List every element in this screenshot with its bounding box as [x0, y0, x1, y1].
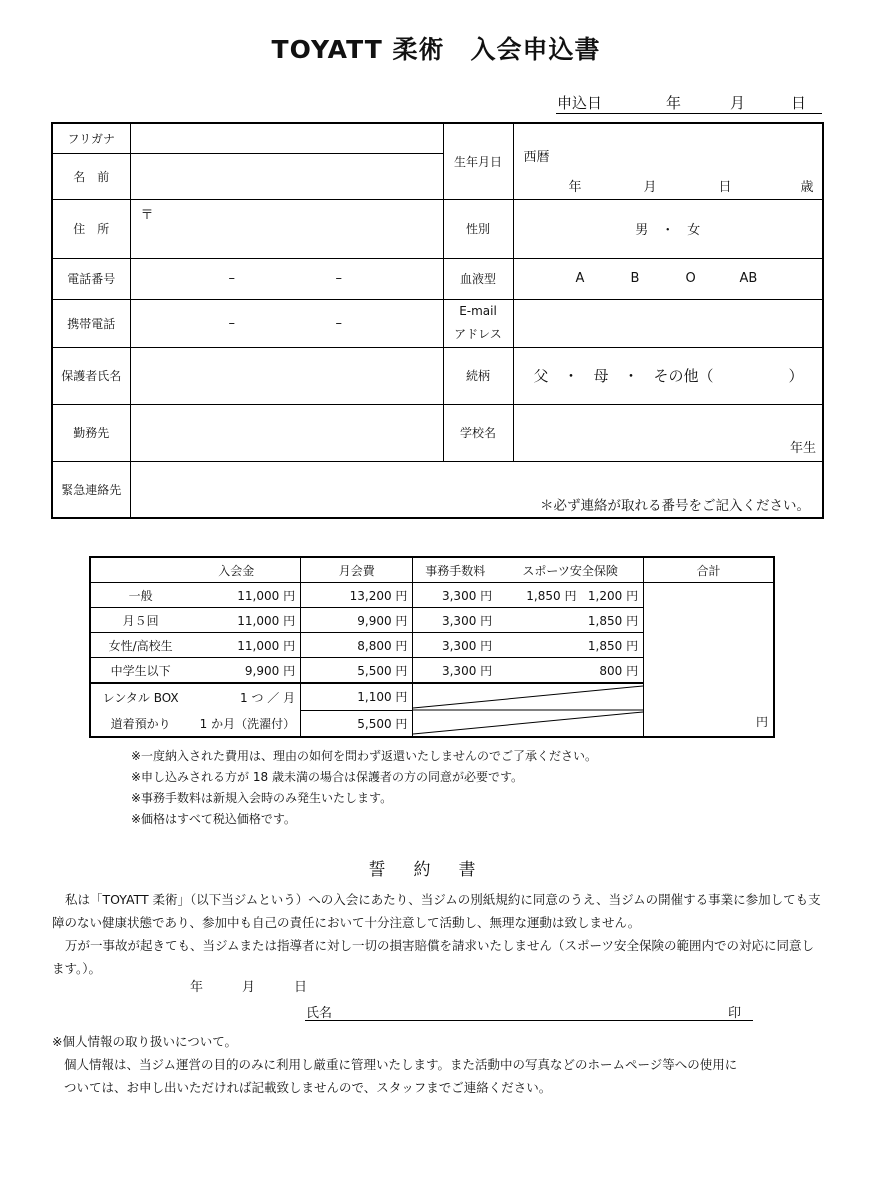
guardian-label: 保護者氏名 [52, 347, 130, 404]
address-label: 住 所 [52, 199, 130, 258]
pledge-day: 日 [294, 980, 308, 995]
blood-ab[interactable]: AB [739, 270, 758, 286]
pledge-paragraph-1: 私は「TOYATT 柔術」（以下当ジムという）への入会にあたり、当ジムの別紙規約に同意のうえ、当ジムの開催する事業に参加しても支障のない健康状態であり、参加中も自己の責任において十分注意して活動し、無理な運動は致しません。 [52, 892, 821, 930]
seal-label: 印 [727, 1006, 741, 1021]
email-label-line2: アドレス [454, 327, 502, 341]
emergency-note: ＊必ず連絡が取れる番号をご記入ください。 [540, 497, 810, 514]
privacy-line-2: ついては、お申し出いただければ記載致しませんので、スタッフまでご連絡ください。 [64, 1080, 552, 1095]
work-label: 勤務先 [52, 404, 130, 461]
gender-options[interactable]: 男 ・ 女 [513, 199, 823, 258]
email-label-line1: E-mail [459, 304, 497, 318]
fee-notes [131, 746, 597, 830]
school-field[interactable] [513, 404, 823, 461]
extra-row-unit: 1 つ ／ 月 [190, 683, 300, 710]
total-field[interactable] [644, 583, 774, 738]
note: ※価格はすべて税込価格です。 [131, 812, 296, 826]
fee-row-monthly: 8,800 円 [301, 633, 413, 658]
pledge-title: 誓約書 [368, 860, 504, 880]
fee-header-admin: 事務手数料 [413, 557, 497, 583]
pledge-paragraph-2: 万が一事故が起きても、当ジムまたは指導者に対し一切の損害賠償を請求いたしません（スポーツ安全保険の範囲内での対応に同意します。）。 [52, 938, 815, 976]
fee-row-insurance: 1,850 円 [497, 608, 643, 633]
application-date-label: 申込日 [557, 94, 603, 112]
emergency-field[interactable] [130, 461, 823, 518]
fee-row-admin: 3,300 円 [413, 608, 497, 633]
work-field[interactable] [130, 404, 443, 461]
phone-dash-2: – [335, 270, 342, 286]
age-label: 歳 [800, 180, 814, 195]
email-label [443, 299, 513, 347]
phone-field[interactable] [130, 258, 443, 299]
application-date[interactable] [556, 91, 822, 114]
extra-row-unit: 1 か月（洗濯付） [190, 710, 300, 737]
birth-day-label: 日 [718, 180, 732, 195]
birth-month-label: 月 [643, 180, 657, 195]
fee-row-name: 一般 [90, 583, 190, 608]
fee-header-insurance: スポーツ安全保険 [497, 557, 643, 583]
fee-table [89, 556, 775, 738]
fee-row-admin: 3,300 円 [413, 583, 497, 608]
name-label: 名 前 [52, 153, 130, 199]
birth-year-label: 年 [568, 180, 582, 195]
seireki-label: 西暦 [523, 150, 550, 165]
blood-o[interactable]: O [685, 270, 696, 286]
extra-row-name: レンタル BOX [90, 683, 190, 710]
fee-row-insurance: 800 円 [497, 658, 643, 684]
extra-row-name: 道着預かり [90, 710, 190, 737]
grade-label: 年生 [789, 440, 816, 456]
note: ※事務手数料は新規入会時のみ発生いたします。 [131, 791, 393, 805]
fee-row-entry: 9,900 円 [190, 658, 300, 684]
note: ※申し込みされる方が 18 歳未満の場合は保護者の方の同意が必要です。 [131, 770, 523, 784]
blood-b[interactable]: B [630, 270, 640, 286]
fee-header-total: 合計 [644, 557, 774, 583]
furigana-field[interactable] [130, 123, 443, 153]
fee-row-insurance-b: 1,200 円 [587, 588, 639, 603]
postal-mark: 〒 [140, 207, 154, 223]
fee-row-monthly: 5,500 円 [301, 658, 413, 684]
fee-row-admin: 3,300 円 [413, 633, 497, 658]
application-year: 年 [666, 94, 682, 112]
relation-label: 続柄 [443, 347, 513, 404]
pledge-month: 月 [242, 980, 256, 995]
fee-row-monthly: 9,900 円 [301, 608, 413, 633]
fee-row-entry: 11,000 円 [190, 583, 300, 608]
fee-row-entry: 11,000 円 [190, 608, 300, 633]
name-field[interactable] [130, 153, 443, 199]
extra-row-price: 1,100 円 [301, 683, 413, 710]
mobile-field[interactable] [130, 299, 443, 347]
fee-row-insurance: 1,850 円 [497, 633, 643, 658]
email-field[interactable] [513, 299, 823, 347]
mobile-label: 携帯電話 [52, 299, 130, 347]
emergency-label: 緊急連絡先 [52, 461, 130, 518]
fee-row-name: 女性/高校生 [90, 633, 190, 658]
application-month: 月 [730, 94, 746, 112]
fee-row-name: 中学生以下 [90, 658, 190, 684]
total-unit: 円 [755, 715, 768, 729]
fee-header-monthly: 月会費 [301, 557, 413, 583]
struck-cell [413, 683, 644, 737]
privacy-notice [52, 1030, 822, 1099]
phone-dash-1: – [228, 270, 235, 286]
blood-options[interactable] [513, 258, 823, 299]
guardian-field[interactable] [130, 347, 443, 404]
pledge-text [52, 888, 822, 980]
mobile-dash-1: – [228, 315, 235, 331]
blood-label: 血液型 [443, 258, 513, 299]
fee-row-monthly: 13,200 円 [301, 583, 413, 608]
application-day: 日 [791, 94, 807, 112]
applicant-form [51, 122, 824, 519]
signature-line[interactable] [305, 1002, 753, 1021]
fee-header-blank [90, 557, 190, 583]
fee-row-insurance-a: 1,850 円 [526, 588, 577, 603]
privacy-heading: ※個人情報の取り扱いについて。 [52, 1034, 237, 1049]
note: ※一度納入された費用は、理由の如何を問わず返還いたしませんのでご了承ください。 [131, 749, 598, 763]
fee-row-entry: 11,000 円 [190, 633, 300, 658]
phone-label: 電話番号 [52, 258, 130, 299]
strike-lines [413, 684, 643, 736]
signature-label: 氏名 [306, 1006, 333, 1021]
birthdate-label: 生年月日 [443, 123, 513, 199]
birthdate-field[interactable] [513, 123, 823, 199]
furigana-label: フリガナ [52, 123, 130, 153]
fee-row-admin: 3,300 円 [413, 658, 497, 684]
extra-row-price: 5,500 円 [301, 710, 413, 737]
school-label: 学校名 [443, 404, 513, 461]
blood-a[interactable]: A [575, 270, 585, 286]
privacy-line-1: 個人情報は、当ジム運営の目的のみに利用し厳重に管理いたします。また活動中の写真などのホームページ等への使用に [64, 1057, 738, 1072]
relation-options[interactable]: 父 ・ 母 ・ その他（ ） [513, 347, 823, 404]
fee-row-insurance [497, 583, 643, 608]
fee-row-name: 月５回 [90, 608, 190, 633]
fee-header-entry: 入会金 [190, 557, 300, 583]
gender-label: 性別 [443, 199, 513, 258]
page-title: TOYATT 柔術 入会申込書 [271, 35, 601, 64]
mobile-dash-2: – [335, 315, 342, 331]
pledge-year: 年 [190, 980, 204, 995]
address-field[interactable] [130, 199, 443, 258]
fee-row [90, 583, 774, 608]
